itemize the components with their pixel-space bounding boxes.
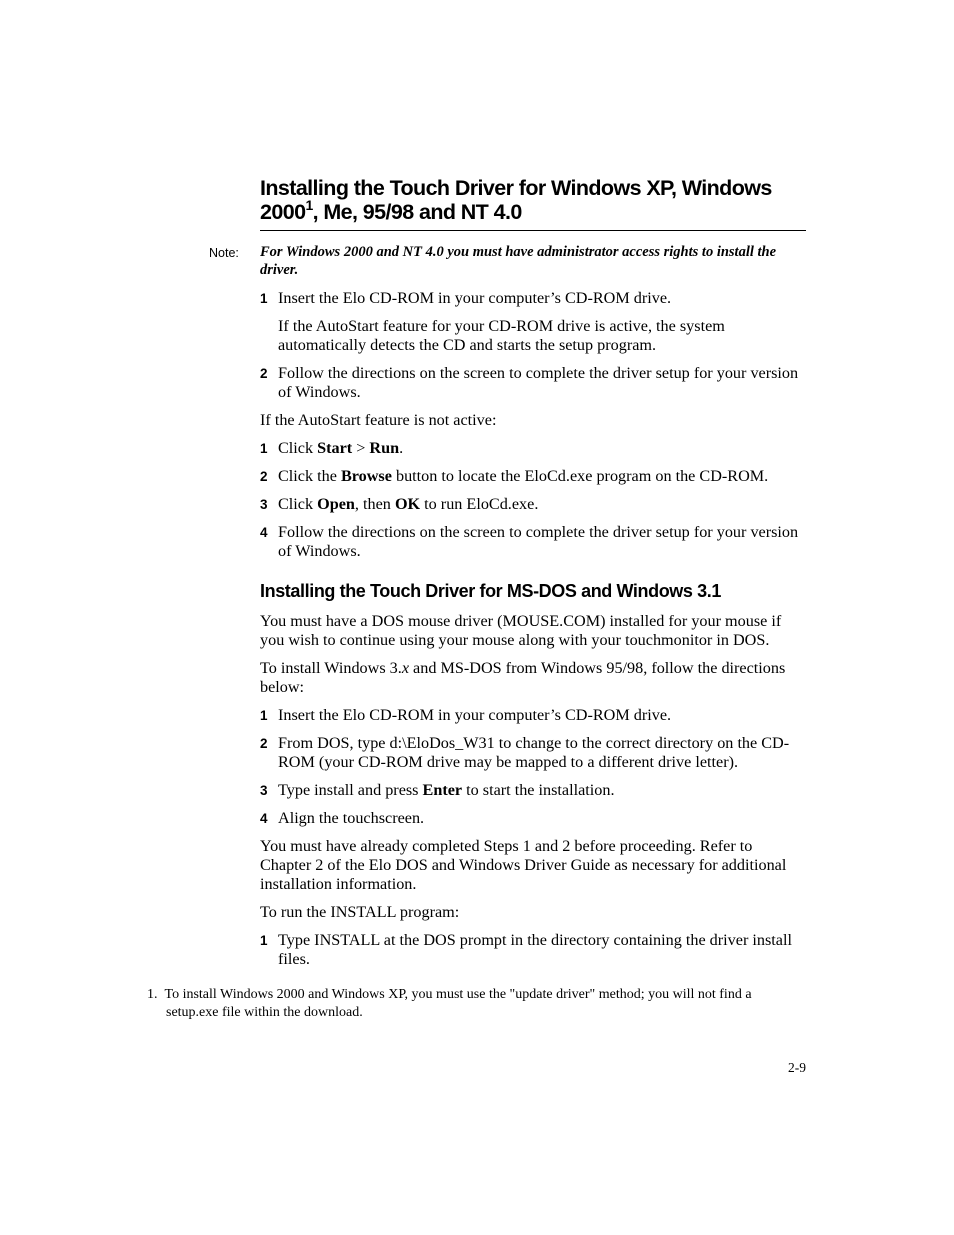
step-number: 1: [260, 291, 268, 306]
note-text: For Windows 2000 and NT 4.0 you must have administrator access rights to install the driver.: [260, 244, 777, 278]
step-text: Follow the directions on the screen to complete the driver setup for your version of Windows.: [278, 364, 799, 401]
ui-term-browse: Browse: [340, 467, 392, 485]
ui-term-open: Open: [317, 495, 355, 513]
list-item: [260, 706, 805, 725]
step-number: 1: [260, 708, 268, 723]
heading-rule: [260, 230, 806, 231]
step-number: 2: [260, 469, 268, 484]
ui-term-enter: Enter: [422, 781, 463, 799]
step-text: From DOS, type d:\EloDos_W31 to change to the correct directory on the CD-ROM (your CD-ROM drive may be mapped to a different drive letter).: [278, 734, 790, 771]
list-item: [260, 781, 805, 800]
footnote-reference[interactable]: 1: [305, 197, 313, 213]
list-item: [260, 467, 805, 486]
step-text: Type INSTALL at the DOS prompt in the directory containing the driver install files.: [278, 931, 792, 968]
step-number: 3: [260, 783, 268, 798]
list-item: [260, 931, 805, 969]
list-item: [260, 439, 805, 458]
list-item: [260, 809, 805, 828]
list-item: [260, 495, 805, 514]
heading-text-end: , Me, 95/98 and NT 4.0: [312, 200, 522, 224]
page-number: 2-9: [788, 1060, 806, 1075]
heading-text: Installing the Touch Driver for Windows XP, Windows 2000: [260, 176, 772, 224]
step-number: 4: [260, 811, 268, 826]
list-item: [260, 364, 805, 402]
footnote-text: To install Windows 2000 and Windows XP, you must use the "update driver" method; you will not find a setup.exe file within the download.: [164, 987, 752, 1020]
step-text: Align the touchscreen.: [278, 809, 425, 827]
step-text: Type install and press Enter to start the installation.: [278, 781, 615, 799]
footnote: [147, 986, 807, 1022]
footnote-number: 1.: [147, 987, 158, 1002]
ui-term-run: Run: [369, 439, 400, 457]
list-item: [260, 734, 805, 772]
subsection-heading: Installing the Touch Driver for MS-DOS and Windows 3.1: [260, 581, 721, 601]
step-number: 1: [260, 441, 268, 456]
paragraph: To install Windows 3.x and MS-DOS from Windows 95/98, follow the directions below:: [260, 659, 786, 696]
step-text: Insert the Elo CD-ROM in your computer’s CD-ROM drive.: [278, 706, 672, 724]
step-text: Follow the directions on the screen to complete the driver setup for your version of Windows.: [278, 523, 799, 560]
step-number: 4: [260, 525, 268, 540]
step-text: Click Start > Run.: [278, 439, 404, 457]
list-item: [260, 523, 805, 561]
ui-term-start: Start: [317, 439, 353, 457]
ui-term-ok: OK: [394, 495, 421, 513]
paragraph: You must have a DOS mouse driver (MOUSE.COM) installed for your mouse if you wish to continue using your mouse along with your touchmonitor in DOS.: [260, 612, 782, 649]
step-text: Click Open, then OK to run EloCd.exe.: [278, 495, 539, 513]
body-column: [260, 289, 805, 969]
step-number: 2: [260, 736, 268, 751]
step-text: Insert the Elo CD-ROM in your computer’s CD-ROM drive.: [278, 289, 672, 307]
list-item: [260, 289, 805, 308]
section-heading: [260, 176, 806, 224]
autostart-paragraph: If the AutoStart feature for your CD-ROM drive is active, the system automatically detects the CD and starts the setup program.: [278, 317, 725, 354]
step-number: 1: [260, 933, 268, 948]
footnote-body: [147, 986, 807, 1022]
paragraph: You must have already completed Steps 1 and 2 before proceeding. Refer to Chapter 2 of the Elo DOS and Windows Driver Guide as necessary for additional installation information.: [260, 837, 787, 893]
not-active-intro: If the AutoStart feature is not active:: [260, 411, 497, 429]
step-text: Click the Browse button to locate the EloCd.exe program on the CD-ROM.: [278, 467, 769, 485]
run-intro: To run the INSTALL program:: [260, 903, 460, 921]
note-label: Note:: [209, 246, 239, 260]
step-number: 3: [260, 497, 268, 512]
step-number: 2: [260, 366, 268, 381]
